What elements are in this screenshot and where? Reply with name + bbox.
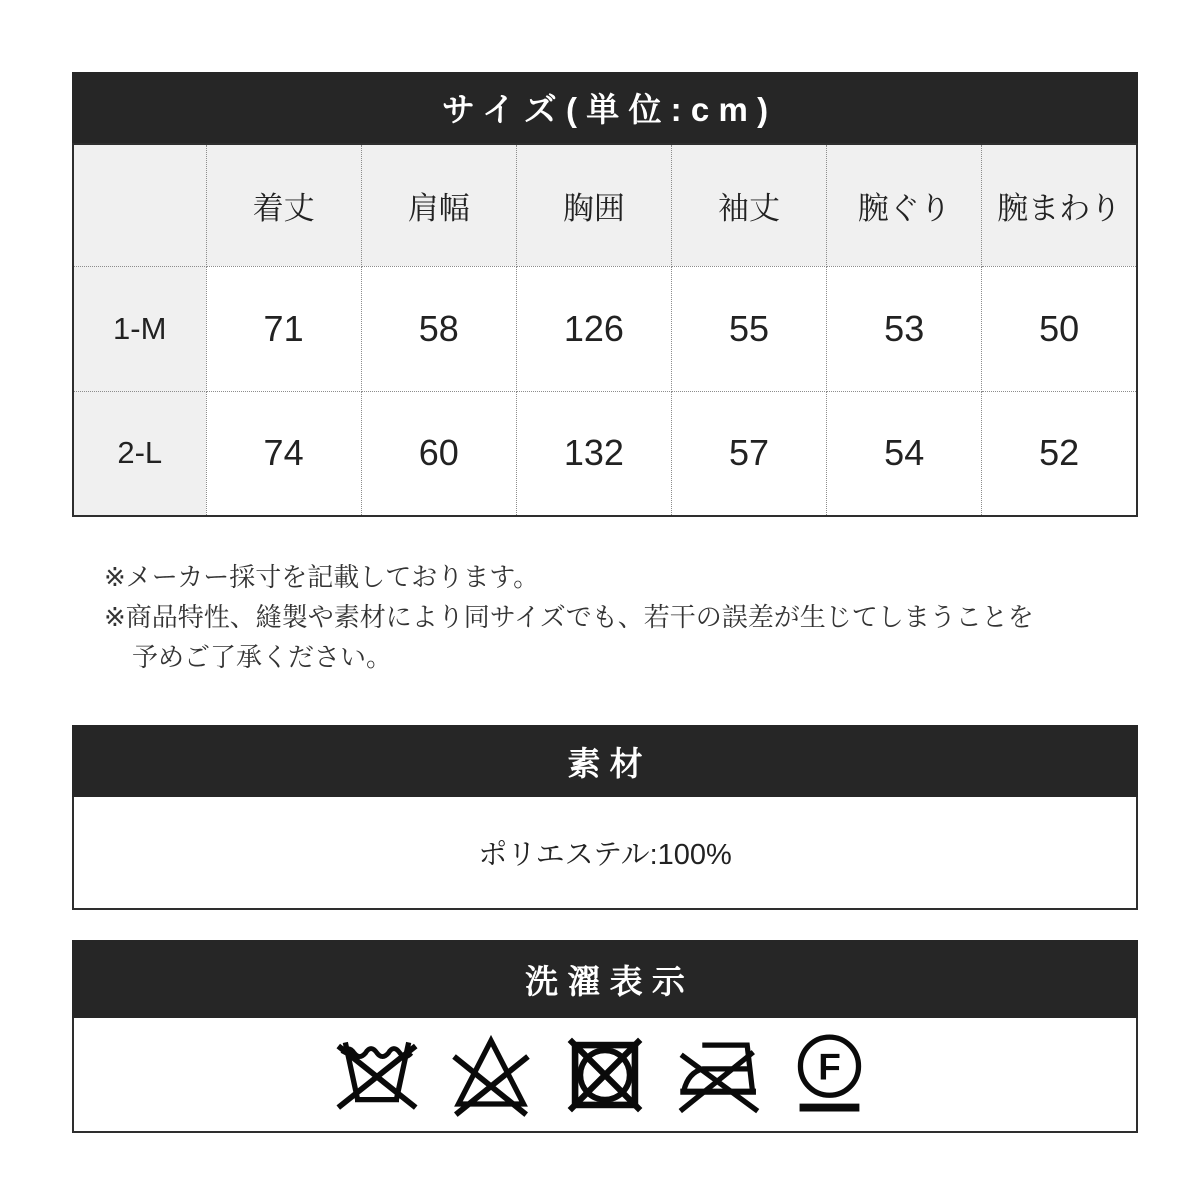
size-row-1m	[73, 266, 1137, 391]
size-section-header	[72, 72, 1138, 143]
size-cell: 132	[516, 391, 671, 516]
column-header-body-length: 着丈	[206, 144, 361, 266]
size-table	[72, 143, 1138, 517]
size-section	[72, 72, 1138, 517]
material-section-title: 素材	[567, 744, 652, 782]
size-cell: 57	[671, 391, 826, 516]
material-section-header	[72, 725, 1138, 797]
laundry-symbols-row	[72, 1018, 1138, 1133]
column-header-sleeve-length: 袖丈	[671, 144, 826, 266]
size-row-label: 1-M	[73, 266, 206, 391]
laundry-section-header	[72, 940, 1138, 1018]
size-row-2l	[73, 391, 1137, 516]
do-not-iron-icon	[675, 1031, 763, 1119]
size-table-header-row	[73, 144, 1137, 266]
size-cell: 60	[361, 391, 516, 516]
size-cell: 58	[361, 266, 516, 391]
size-cell: 71	[206, 266, 361, 391]
size-row-label: 2-L	[73, 391, 206, 516]
do-not-wash-icon	[333, 1031, 421, 1119]
material-section	[72, 725, 1138, 910]
column-header-shoulder-width: 肩幅	[361, 144, 516, 266]
column-header-chest: 胸囲	[516, 144, 671, 266]
size-cell: 126	[516, 266, 671, 391]
dry-clean-gentle-F-icon	[789, 1031, 877, 1119]
size-cell: 50	[982, 266, 1137, 391]
size-section-title: サイズ(単位:cm)	[441, 91, 778, 128]
note-line-2: ※商品特性、縫製や素材により同サイズでも、若干の誤差が生じてしまうことを	[104, 602, 1034, 632]
product-info-content	[72, 72, 1138, 1133]
dry-clean-letter: F	[818, 1045, 841, 1087]
size-cell: 55	[671, 266, 826, 391]
note-line-3: 予めご了承ください。	[132, 642, 393, 672]
column-header-armhole: 腕ぐり	[827, 144, 982, 266]
size-cell: 54	[827, 391, 982, 516]
size-cell: 53	[827, 266, 982, 391]
material-value: ポリエステル:100%	[478, 839, 732, 871]
material-content	[72, 797, 1138, 910]
do-not-bleach-icon	[447, 1031, 535, 1119]
measurement-notes	[72, 557, 1138, 677]
note-line-1: ※メーカー採寸を記載しております。	[104, 562, 540, 592]
laundry-section	[72, 940, 1138, 1133]
do-not-tumble-dry-icon	[561, 1031, 649, 1119]
laundry-section-title: 洗濯表示	[525, 962, 695, 1000]
column-header-arm-circumference: 腕まわり	[982, 144, 1137, 266]
size-table-corner-cell	[73, 144, 206, 266]
size-cell: 52	[982, 391, 1137, 516]
size-cell: 74	[206, 391, 361, 516]
